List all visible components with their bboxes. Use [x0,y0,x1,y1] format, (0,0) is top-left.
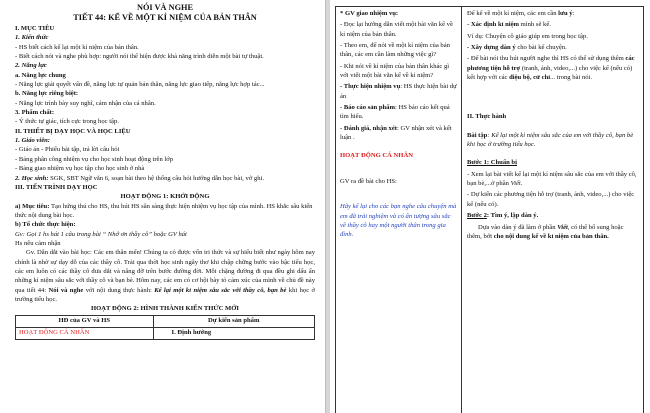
text-bai-tap [467,131,639,150]
table-cell-dinh-huong: I. Định hướng [153,327,314,339]
text-q2: - Theo em, để nói về một kỉ niệm của bản thân, các em cần làm những việc gì? [340,42,450,59]
text-danh-gia [340,124,457,143]
text-intro [467,9,639,18]
text-muc-tieu-a [15,202,315,221]
heading-nang-luc: 2. Năng lực [15,62,47,70]
text-q3: - Khi nói về kỉ niệm của bản thân khác gì với viết một bài văn kể về kỉ niệm? [340,62,450,80]
b2-c: , có thể bổ sung hoặc thêm, bớt [467,223,624,240]
text-q1: - Đọc lại hướng dẫn viết một bài văn kể về kỉ niệm của bản thân. [340,21,453,38]
text-gv-para [15,248,315,304]
label-a: a) Mục tiêu: [15,202,50,210]
de-bai-c: (tranh, ảnh, video,...) cho việc kể (nếu có) kết hợp với các [467,64,633,82]
buoc2-tail: : Tìm ý, lập dàn ý. [486,212,539,220]
text-thuc-hien [340,82,457,101]
thuc-hien-content: : HS thực hiện bài dự án [340,83,457,100]
subject-heading: NÓI VÀ NGHE [136,3,194,12]
lesson-title: TIẾT 44: KỂ VỀ MỘT KỈ NIỆM CỦA BẢN THÂN [73,13,257,22]
heading-muc-tieu: I. MỤC TIÊU [15,25,55,32]
heading-kien-thuc: 1. Kiến thức [15,34,49,42]
label-b: b) Tổ chức thực hiện: [15,221,76,229]
de-bai-d: điệu bộ, cử chỉ [507,74,551,82]
label-xac-dinh: - Xác định kỉ niệm [467,21,520,29]
heading-tien-trinh: III. TIẾN TRÌNH DẠY HỌC [15,183,98,191]
table-header-hd: HĐ của GV và HS [16,315,154,327]
heading-thiet-bi: II. THIẾT BỊ DẠY HỌC VÀ HỌC LIỆU [15,127,131,135]
hoc-sinh-content: SGK, SBT Ngữ văn 6, soạn bài theo hệ thống câu hỏi hướng dẫn học bài, vở ghi. [48,174,264,182]
text-kt2: - Biết cách nói và nghe phù hợp: người nói thể hiện được khả năng trình diễn một bài tự thuật. [15,53,264,61]
xac-dinh-tail: mình sẽ kể. [519,21,551,29]
gv-para-bi: Kể lại một kỉ niệm sâu sắc với thầy cô, bạn bè [151,286,287,294]
b2-a: Dựa vào dàn ý đã làm ở phần [478,223,556,231]
de-bai-e: ... trong bài nói. [550,74,593,82]
label-danh-gia: - Đánh giá, nhận xét [340,124,397,132]
text-gv2: - Bảng phân công nhiệm vụ cho học sinh hoạt động trên lớp [15,155,174,163]
text-xac-dinh [467,20,639,29]
intro-a: Để kể về một kỉ niệm, các em cần [467,10,557,17]
document-page-right [330,0,650,413]
text-de-bai [467,54,639,82]
text-b1-2: - Dự kiến các phương tiện hỗ trợ (tranh, ảnh, video,...) cho việc kể (nếu có). [467,191,635,208]
heading-pham-chat: 3. Phẩm chất: [15,109,55,117]
heading-nl-rieng: b. Năng lực riêng biệt: [15,90,79,98]
activity-table [15,315,315,340]
b1-1a: - Xem lại bài viết kể lại một kỉ niệm sâu sắc của em với thầy cô, bạn bè,...ở phần [467,170,637,188]
text-gv3: - Bảng giao nhiệm vụ học tập cho học sinh ở nhà [15,165,145,173]
table-cell-hd-ca-nhan: HOẠT ĐỘNG CÁ NHÂN [16,327,154,339]
gv-para-bold: Nói và nghe [46,286,84,294]
intro-c: : [572,10,575,17]
text-vi-du: Ví dụ: Chuyện cô giáo giúp em trong học tập. [467,32,588,40]
bai-tap-content: : Kể lại một kỉ niệm sâu sắc của em với thầy cô, bạn bè khi học ở trường tiểu học. [467,131,634,149]
heading-nl-chung: a. Năng lực chung [15,71,66,79]
label-thuc-hien: - Thực hiện nhiệm vụ [340,83,401,91]
label-buoc2: Bước 2 [467,212,487,220]
text-b2 [467,223,639,242]
text-hs-cam-nhan: Hs nêu cảm nhận [15,239,61,247]
text-b1-1 [467,170,639,189]
text-buoc2 [467,211,639,220]
b1-1c: . [520,180,523,188]
text-hd-ca-nhan-red: HOẠT ĐỘNG CÁ NHÂN [340,152,413,160]
heading-hd1: HOẠT ĐỘNG 1: KHỞI ĐỘNG [120,193,210,201]
text-pham-chat: - Ý thức tự giác, tích cực trong học tập. [15,118,119,126]
text-kt1: - HS biết cách kể lại một kỉ niệm của bản thân. [15,43,139,51]
gv-para-mid: với nội dung thực hành: [83,286,152,294]
heading-buoc1: Bước 1: Chuẩn bị [467,159,517,167]
intro-b: lưu ý [556,10,573,17]
text-nl-chung: - Năng lực giải quyết vấn đề, năng lực tự quản bản thân, năng lực giao tiếp, năng lực hợp tác... [15,81,265,89]
text-gv-giao: * GV giao nhiệm vụ: [340,10,399,17]
label-hoc-sinh: 2. Học sinh: [15,174,49,182]
table-header-du-kien: Dự kiến sản phẩm [153,315,314,327]
text-bao-cao [340,103,457,122]
text-gv1: - Giáo án - Phiếu bài tập, trả lời câu hỏi [15,146,120,154]
label-bao-cao: - Báo cáo sản phẩm [340,104,395,112]
heading-thuc-hanh: II. Thực hành [467,113,507,121]
b1-1b: Viết [508,180,521,188]
text-hoc-sinh [15,174,315,183]
label-bai-tap: Bài tập [467,131,488,139]
b2-b: Viết [555,223,568,231]
a-content: Tạo hứng thú cho HS, thu hút HS sẵn sàng thực hiện nhiệm vụ học tập của mình. HS khắc sâu kiến thức nội dung bài học. [15,202,313,219]
text-gv-goi: Gv: Gọi 1 hs hát 1 câu trong bài “ Nhớ ơn thầy cô” hoặc GV hát [15,230,187,238]
de-bai-a: - Để bài nói thu hút người nghe thì HS có thể sử dụng thêm [467,55,624,63]
b2-d: cho nội dung kể về kỉ niệm của bản thân. [492,232,609,240]
text-xay-dung [467,43,639,52]
text-nl-rieng: - Năng lực trình bày suy nghĩ, cảm nhận của cá nhân. [15,99,156,107]
heading-hd2: HOẠT ĐỘNG 2: HÌNH THÀNH KIẾN THỨC MỚI [91,305,239,313]
gv-para-end: khi học ở trường tiểu học. [15,286,316,303]
text-hay-ke: Hãy kể lại cho các bạn nghe câu chuyện mà em đã trải nghiệm và có ấn tượng sâu sắc về thầy cô hay một người thân trong gia đình. [340,203,457,239]
bao-cao-content: : HS báo cáo kết quả tìm hiểu. [340,104,450,121]
gv-para-main: Gv. Dẫn dắt vào bài học: Các em thân mến! Chúng ta có được vốn tri thức và sự hiểu biết như ngày hôm nay chính là nhờ sự dạy dỗ của các thầy cô. Trải qua thời học sinh ngây thơ khi chập chững bước vào bậc tiểu học, các em luôn có các thầy cô đưa dắt và nâng đỡ trên bước đường đời. Mỗi chặng đường đi qua đều ghi dấu ấn những kỉ niệm sâu sắc với thầy cô và bạn bè. Hôm nay, các em có cơ hội bày tỏ cảm xúc của mình về chủ đề này qua tiết 44: [15,249,315,294]
de-bai-b: các phương tiện hỗ trợ [467,55,635,72]
heading-giao-vien: 1. Giáo viên: [15,137,50,145]
table-column-activities [336,7,462,413]
danh-gia-content: : GV nhận xét và kết luận . [340,124,452,142]
xay-dung-tail: cho bài kể chuyện. [515,44,567,52]
continued-table [335,6,644,413]
label-xay-dung: - Xây dựng dàn ý [467,44,516,52]
table-column-products [463,7,643,413]
text-gv-ra-de: GV ra đề bài cho HS: [340,177,397,185]
